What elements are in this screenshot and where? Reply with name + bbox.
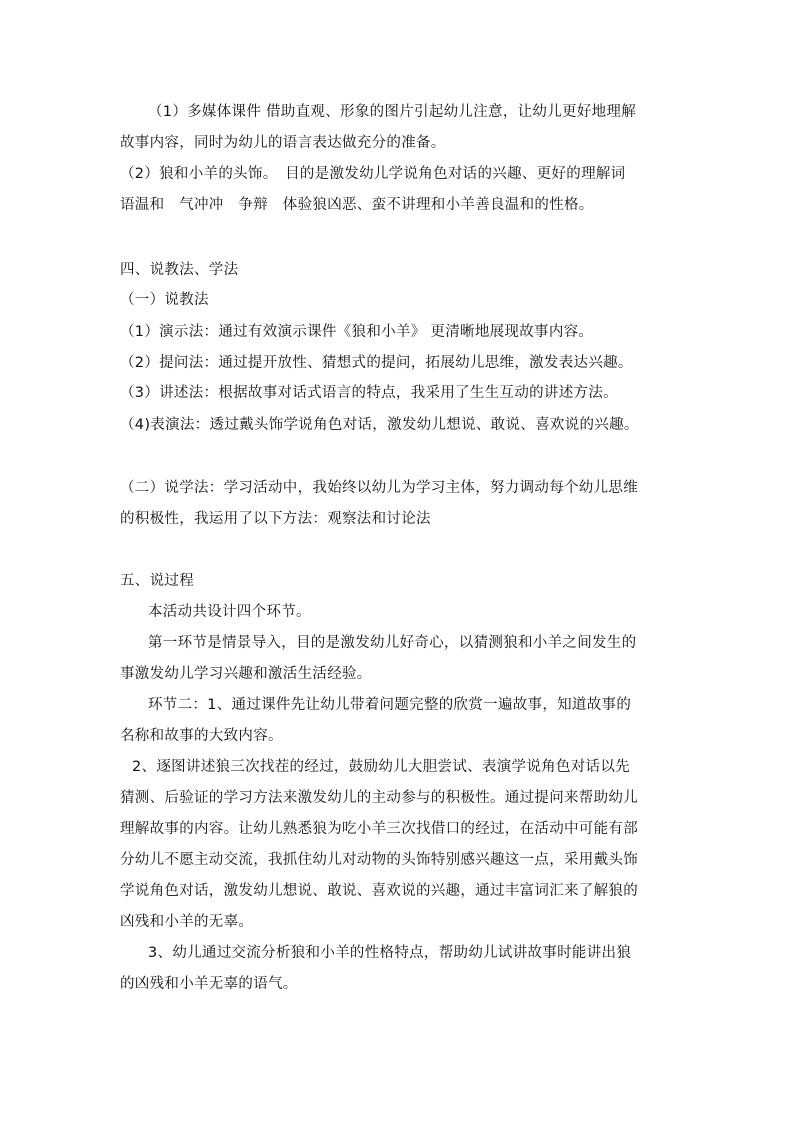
text-line: 3、幼儿通过交流分析狼和小羊的性格特点，帮助幼儿试讲故事时能讲出狼 <box>148 945 632 961</box>
section-heading: 四、说教法、学法 <box>120 262 239 278</box>
text-line: （二）说学法：学习活动中，我始终以幼儿为学习主体，努力调动每个幼儿思维 <box>120 480 638 496</box>
text-line: （2）提问法：通过提开放性、猜想式的提问，拓展幼儿思维，激发表达兴趣。 <box>120 355 633 371</box>
text-line: （2）狼和小羊的头饰。 目的是激发幼儿学说角色对话的兴趣、更好的理解词 <box>120 166 626 182</box>
text-line: 第一环节是情景导入，目的是激发幼儿好奇心，以猜测狼和小羊之间发生的 <box>148 635 637 651</box>
text-line: （4)表演法：透过戴头饰学说角色对话，激发幼儿想说、敢说、喜欢说的兴趣。 <box>120 417 639 433</box>
text-line: 的凶残和小羊无辜的语气。 <box>120 976 298 992</box>
text-line: 分幼儿不愿主动交流，我抓住幼儿对动物的头饰特别感兴趣这一点，采用戴头饰 <box>120 852 638 868</box>
text-line: 故事内容，同时为幼儿的语言表达做充分的准备。 <box>120 135 446 151</box>
text-line: 2、逐图讲述狼三次找茬的经过，鼓励幼儿大胆尝试、表演学说角色对话以先 <box>132 759 630 775</box>
text-line: （1）演示法：通过有效演示课件《狼和小羊》 更清晰地展现故事内容。 <box>120 324 594 340</box>
text-line: 的积极性，我运用了以下方法：观察法和讨论法 <box>120 511 431 527</box>
text-line: 名称和故事的大致内容。 <box>120 728 283 744</box>
text-line: 本活动共设计四个环节。 <box>148 604 311 620</box>
text-line: （1）多媒体课件 借助直观、形象的图片引起幼儿注意，让幼儿更好地理解 <box>148 104 637 120</box>
text-line: 猜测、后验证的学习方法来激发幼儿的主动参与的积极性。通过提问来帮助幼儿 <box>120 790 638 806</box>
text-line: 事激发幼儿学习兴趣和激活生活经验。 <box>120 666 372 682</box>
text-line: 语温和 气冲冲 争辩 体验狼凶恶、蛮不讲理和小羊善良温和的性格。 <box>120 197 594 213</box>
text-line: 凶残和小羊的无辜。 <box>120 914 254 930</box>
text-line: 环节二：1、通过课件先让幼儿带着问题完整的欣赏一遍故事，知道故事的 <box>148 697 632 713</box>
section-heading: 五、说过程 <box>120 573 194 589</box>
text-line: （3）讲述法：根据故事对话式语言的特点，我采用了生生互动的讲述方法。 <box>120 385 618 401</box>
text-line: 理解故事的内容。让幼儿熟悉狼为吃小羊三次找借口的经过，在活动中可能有部 <box>120 821 638 837</box>
text-line: 学说角色对话，激发幼儿想说、敢说、喜欢说的兴趣，通过丰富词汇来了解狼的 <box>120 883 638 899</box>
subsection-heading: （一）说教法 <box>120 292 209 308</box>
